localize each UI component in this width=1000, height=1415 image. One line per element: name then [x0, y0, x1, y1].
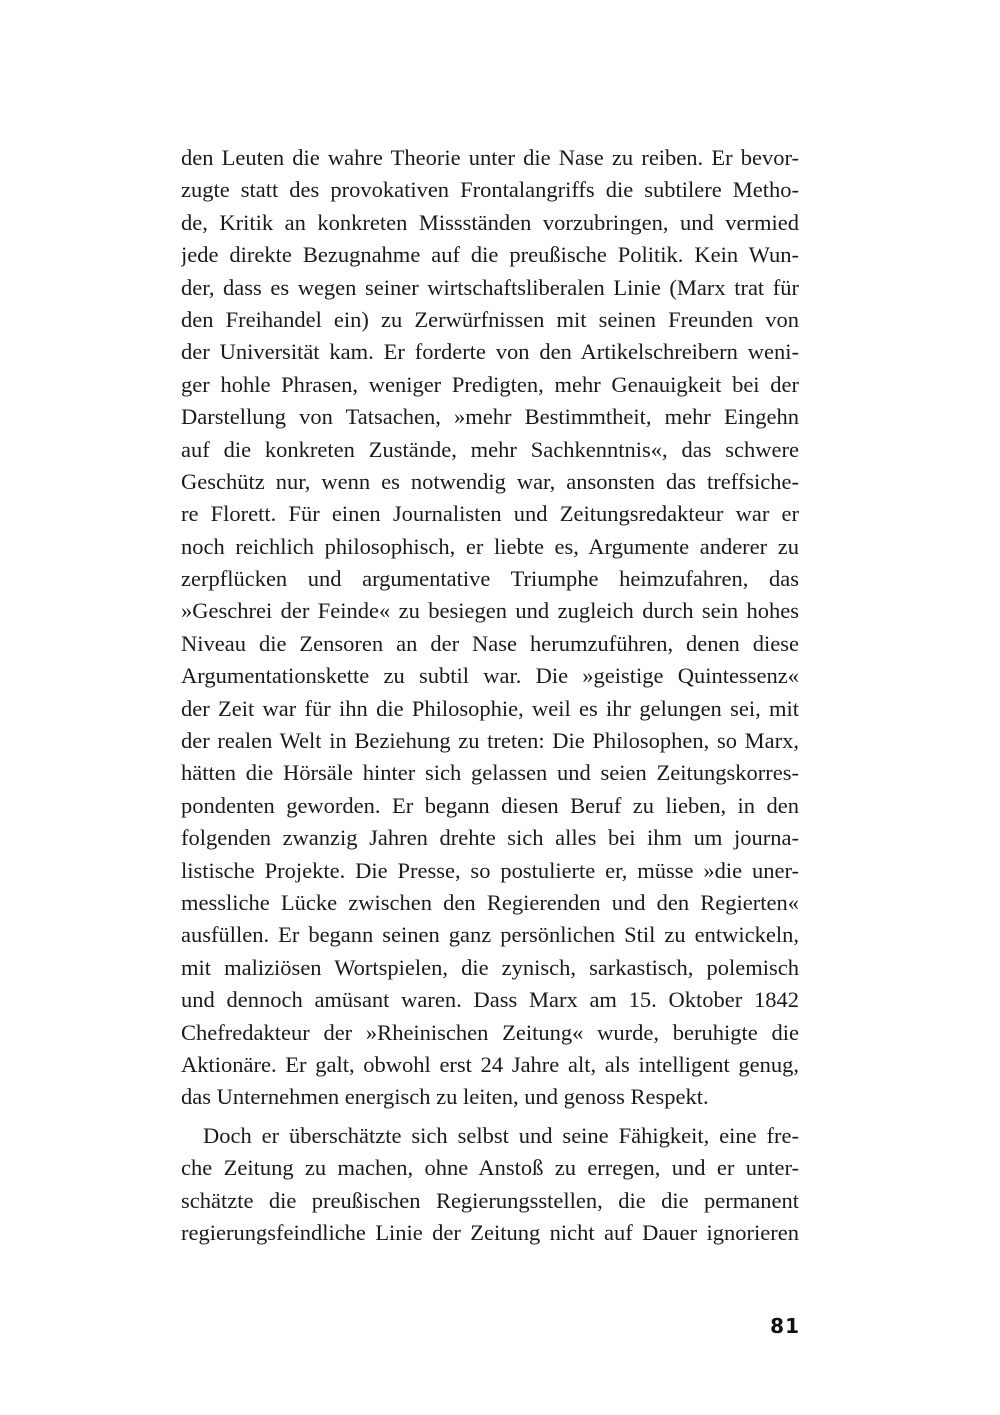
text-line: jede direkte Bezugnahme auf die preußische Politik. Kein Wun- [181, 242, 799, 268]
text-line: schätzte die preußischen Regierungsstellen, die die permanent [181, 1187, 799, 1213]
text-line: der realen Welt in Beziehung zu treten: Die Philosophen, so Marx, [181, 728, 799, 754]
text-line: hätten die Hörsäle hinter sich gelassen und seien Zeitungskorres- [181, 760, 799, 786]
text-line: ger hohle Phrasen, weniger Predigten, mehr Genauigkeit bei der [181, 371, 799, 397]
text-line: re Florett. Für einen Journalisten und Zeitungsredakteur war er [181, 501, 799, 527]
text-line: den Freihandel ein) zu Zerwürfnissen mit seinen Freunden von [181, 306, 799, 332]
text-line: auf die konkreten Zustände, mehr Sachkenntnis«, das schwere [181, 436, 799, 462]
text-line: regierungsfeindliche Linie der Zeitung nicht auf Dauer ignorieren [181, 1219, 799, 1245]
text-line: pondenten geworden. Er begann diesen Beruf zu lieben, in den [181, 792, 799, 818]
text-line: zugte statt des provokativen Frontalangriffs die subtilere Metho- [181, 177, 799, 203]
text-line: ausfüllen. Er begann seinen ganz persönlichen Stil zu entwickeln, [181, 922, 799, 948]
text-line: »Geschrei der Feinde« zu besiegen und zugleich durch sein hohes [181, 598, 799, 624]
text-line: das Unternehmen energisch zu leiten, und genoss Respekt. [181, 1084, 709, 1110]
text-line: den Leuten die wahre Theorie unter die Nase zu reiben. Er bevor- [181, 145, 799, 170]
text-line: folgenden zwanzig Jahren drehte sich alles bei ihm um journa- [181, 825, 799, 851]
paragraph-2 [181, 1120, 799, 1250]
text-line: listische Projekte. Die Presse, so postulierte er, müsse »die uner- [181, 857, 799, 883]
text-line: Geschütz nur, wenn es notwendig war, ansonsten das treffsiche- [181, 468, 799, 494]
text-line: Niveau die Zensoren an der Nase herumzuführen, denen diese [181, 630, 799, 656]
text-line: messliche Lücke zwischen den Regierenden und den Regierten« [181, 889, 799, 915]
page-number: 81 [770, 1314, 800, 1338]
text-line: Aktionäre. Er galt, obwohl erst 24 Jahre alt, als intelligent genug, [181, 1051, 799, 1077]
text-line: de, Kritik an konkreten Missständen vorzubringen, und vermied [181, 209, 799, 235]
text-line: che Zeitung zu machen, ohne Anstoß zu erregen, und er unter- [181, 1155, 799, 1181]
text-line: Doch er überschätzte sich selbst und seine Fähigkeit, eine fre- [203, 1122, 799, 1148]
text-line: noch reichlich philosophisch, er liebte es, Argumente anderer zu [181, 533, 799, 559]
text-line: der Zeit war für ihn die Philosophie, weil es ihr gelungen sei, mit [181, 695, 799, 721]
text-line: und dennoch amüsant waren. Dass Marx am 15. Oktober 1842 [181, 987, 799, 1013]
text-line: zerpflücken und argumentative Triumphe heimzufahren, das [181, 566, 799, 592]
text-line: der, dass es wegen seiner wirtschaftsliberalen Linie (Marx trat für [181, 274, 799, 300]
text-line: mit maliziösen Wortspielen, die zynisch, sarkastisch, polemisch [181, 954, 799, 980]
body-text [181, 142, 799, 1249]
text-line: Darstellung von Tatsachen, »mehr Bestimmtheit, mehr Eingehn [181, 404, 799, 430]
text-line: Argumentationskette zu subtil war. Die »geistige Quintessenz« [181, 663, 799, 689]
text-line: Chefredakteur der »Rheinischen Zeitung« wurde, beruhigte die [181, 1019, 799, 1045]
paragraph-1 [181, 142, 799, 1114]
text-line: der Universität kam. Er forderte von den Artikelschreibern weni- [181, 339, 799, 365]
